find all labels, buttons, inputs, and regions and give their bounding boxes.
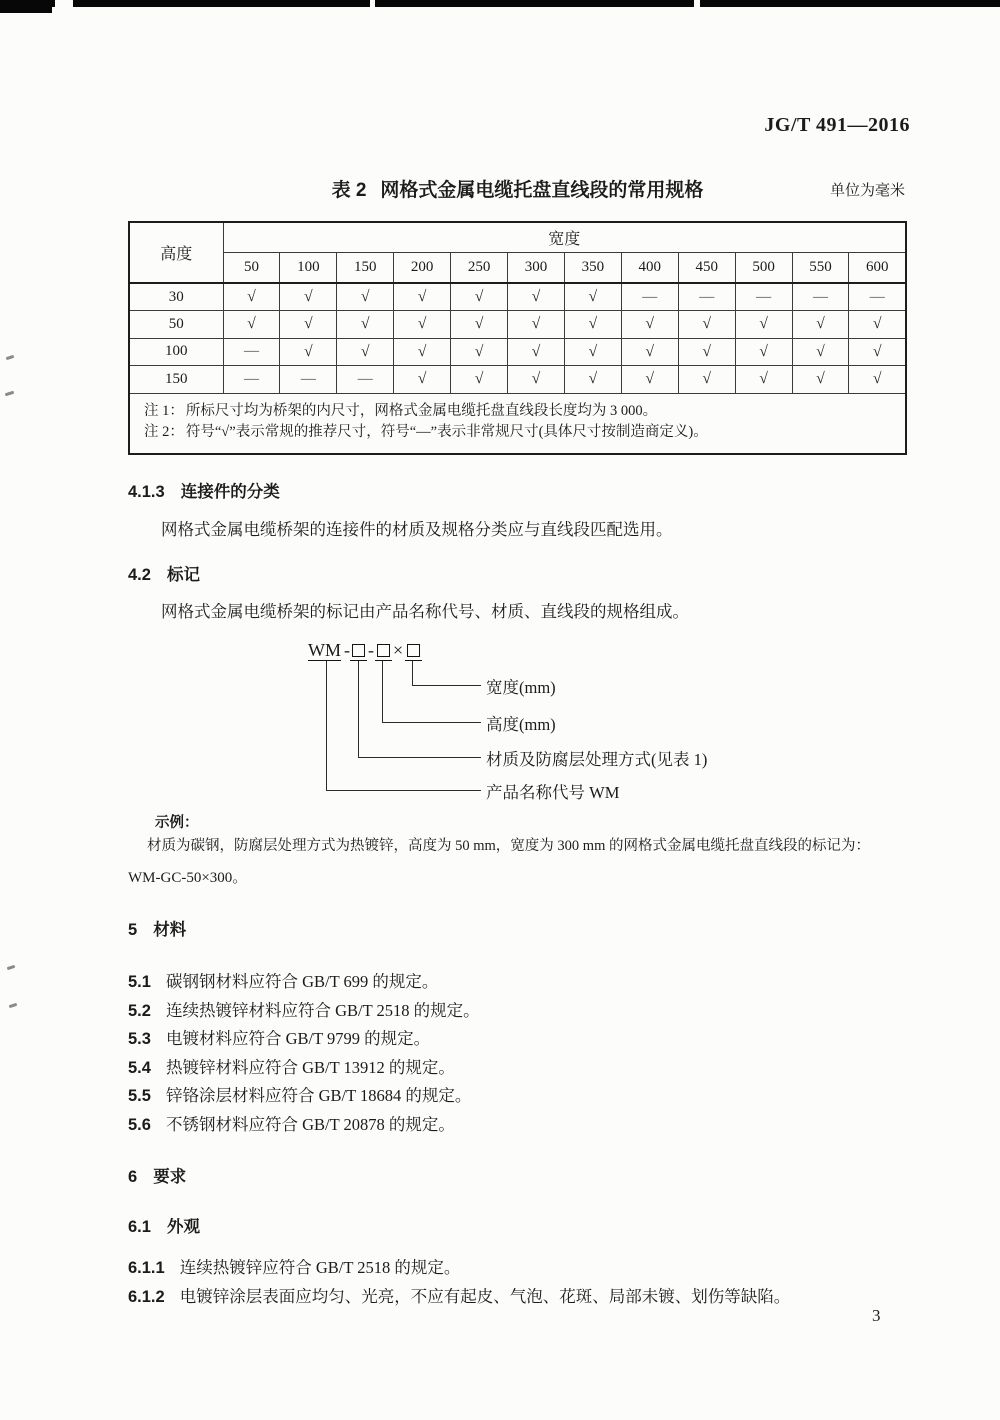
designation-label-width: 宽度(mm) xyxy=(486,678,556,697)
check-mark: √ xyxy=(280,338,337,366)
material-clause-number: 5.4 xyxy=(128,1058,151,1077)
standard-number: JG/T 491—2016 xyxy=(764,114,910,136)
width-value-cell: 300 xyxy=(508,252,565,283)
table-unit-note: 单位为毫米 xyxy=(829,183,905,199)
table-header-row xyxy=(129,222,906,252)
width-span-header: 宽度 xyxy=(223,222,906,252)
table-body xyxy=(129,283,906,393)
check-mark: √ xyxy=(394,338,451,366)
clause-61-heading xyxy=(128,1213,200,1237)
table-row xyxy=(129,338,906,366)
width-value-cell: 50 xyxy=(223,252,280,283)
example-label: 示例： xyxy=(155,815,199,831)
table-row xyxy=(129,366,906,394)
clause-413-number: 4.1.3 xyxy=(128,483,165,501)
check-mark: √ xyxy=(621,311,678,339)
dash-mark: — xyxy=(621,283,678,311)
scan-speck xyxy=(9,1003,18,1008)
dash-mark: — xyxy=(280,366,337,394)
material-clause-item xyxy=(128,1111,910,1140)
width-value-cell: 200 xyxy=(394,252,451,283)
clause-5-heading xyxy=(128,916,186,940)
material-clause-item xyxy=(128,997,910,1026)
check-mark: √ xyxy=(451,311,508,339)
clause-42-number: 4.2 xyxy=(128,566,151,584)
width-value-cell: 100 xyxy=(280,252,337,283)
scan-speck xyxy=(6,355,15,360)
check-mark: √ xyxy=(451,338,508,366)
example-body: 材质为碳钢，防腐层处理方式为热镀锌，高度为 50 mm，宽度为 300 mm 的网格式金属电缆托盘直线段的标记为： xyxy=(147,838,870,854)
dash-mark: — xyxy=(849,283,906,311)
check-mark: √ xyxy=(508,338,565,366)
designation-hyphen: - xyxy=(368,640,374,660)
designation-label-product-code: 产品名称代号 WM xyxy=(486,783,620,802)
check-mark: √ xyxy=(792,366,849,394)
table-row xyxy=(129,283,906,311)
table-notes-row xyxy=(129,393,906,454)
scan-edge-bar-corner xyxy=(0,0,52,13)
material-placeholder-box-icon xyxy=(350,636,367,661)
clause-413-title: 连接件的分类 xyxy=(180,483,280,501)
table-caption-title: 网格式金属电缆托盘直线段的常用规格 xyxy=(380,180,704,201)
table-caption xyxy=(128,175,907,202)
clause-5-number: 5 xyxy=(128,921,138,939)
material-clause-item xyxy=(128,968,910,997)
dash-mark: — xyxy=(678,283,735,311)
material-clause-text: 电镀材料应符合 GB/T 9799 的规定。 xyxy=(165,1029,431,1049)
check-mark: √ xyxy=(621,338,678,366)
check-mark: √ xyxy=(394,311,451,339)
material-clause-text: 热镀锌材料应符合 GB/T 13912 的规定。 xyxy=(165,1057,455,1077)
check-mark: √ xyxy=(735,311,792,339)
check-mark: √ xyxy=(564,283,621,311)
designation-hyphen: - xyxy=(344,640,350,660)
width-placeholder-box-icon xyxy=(405,636,422,661)
material-clause-number: 5.2 xyxy=(128,1001,151,1020)
height-value-cell: 100 xyxy=(129,338,223,366)
width-value-cell: 400 xyxy=(621,252,678,283)
note-1-text: 所标尺寸均为桥架的内尺寸，网格式金属电缆托盘直线段长度均为 3 000。 xyxy=(185,402,658,419)
clause-413-heading xyxy=(128,478,280,502)
table-caption-row xyxy=(128,175,907,199)
clause-612-number: 6.1.2 xyxy=(128,1288,165,1306)
clause-61-title: 外观 xyxy=(166,1218,200,1236)
connector-line-width xyxy=(412,661,481,686)
width-value-cell: 350 xyxy=(564,252,621,283)
clause-5-title: 材料 xyxy=(153,921,187,939)
check-mark: √ xyxy=(223,283,280,311)
height-value-cell: 50 xyxy=(129,311,223,339)
check-mark: √ xyxy=(508,311,565,339)
width-value-cell: 500 xyxy=(735,252,792,283)
check-mark: √ xyxy=(678,366,735,394)
clause-6-number: 6 xyxy=(128,1168,138,1186)
table-notes-section xyxy=(129,393,906,454)
designation-label-height: 高度(mm) xyxy=(486,715,556,734)
material-clause-item xyxy=(128,1082,910,1111)
check-mark: √ xyxy=(564,338,621,366)
clause-611-line xyxy=(128,1254,460,1278)
width-value-cell: 450 xyxy=(678,252,735,283)
designation-multiply-sign: × xyxy=(393,640,404,660)
page-number: 3 xyxy=(872,1306,881,1325)
scan-edge-gap xyxy=(370,0,375,7)
dash-mark: — xyxy=(792,283,849,311)
dash-mark: — xyxy=(735,283,792,311)
check-mark: √ xyxy=(337,311,394,339)
note-2-text: 符号“√”表示常规的推荐尺寸，符号“—”表示非常规尺寸(具体尺寸按制造商定义)。 xyxy=(185,424,708,440)
clause-6-heading xyxy=(128,1163,186,1187)
note-2-label: 注 2： xyxy=(144,424,184,440)
check-mark: √ xyxy=(508,283,565,311)
material-clause-item xyxy=(128,1025,910,1054)
check-mark: √ xyxy=(223,311,280,339)
height-value-cell: 150 xyxy=(129,366,223,394)
table-note-1 xyxy=(144,401,897,423)
check-mark: √ xyxy=(564,366,621,394)
check-mark: √ xyxy=(849,311,906,339)
material-clause-number: 5.6 xyxy=(128,1115,151,1134)
material-clause-number: 5.5 xyxy=(128,1087,151,1106)
height-value-cell: 30 xyxy=(129,283,223,311)
height-placeholder-box-icon xyxy=(375,636,392,661)
clause-61-number: 6.1 xyxy=(128,1218,151,1236)
designation-diagram xyxy=(128,636,828,808)
material-clause-list xyxy=(128,968,910,1140)
material-clause-text: 不锈钢材料应符合 GB/T 20878 的规定。 xyxy=(165,1114,455,1134)
check-mark: √ xyxy=(508,366,565,394)
check-mark: √ xyxy=(735,366,792,394)
material-clause-text: 连续热镀锌材料应符合 GB/T 2518 的规定。 xyxy=(165,1000,480,1020)
check-mark: √ xyxy=(394,366,451,394)
table-row xyxy=(129,311,906,339)
example-designation: WM-GC-50×300。 xyxy=(128,870,248,886)
material-clause-number: 5.1 xyxy=(128,973,151,991)
check-mark: √ xyxy=(451,366,508,394)
width-value-cell: 250 xyxy=(451,252,508,283)
scan-edge-bar xyxy=(0,0,1000,7)
table-note-2 xyxy=(144,422,897,444)
table-notes xyxy=(129,393,906,454)
scan-edge-gap xyxy=(694,0,700,7)
scan-speck xyxy=(5,391,14,397)
check-mark: √ xyxy=(564,311,621,339)
note-1-label: 注 1： xyxy=(144,402,184,419)
width-value-cell: 550 xyxy=(792,252,849,283)
material-clause-text: 锌铬涂层材料应符合 GB/T 18684 的规定。 xyxy=(165,1086,472,1106)
check-mark: √ xyxy=(337,283,394,311)
table-caption-label: 表 2 xyxy=(331,180,367,201)
clause-611-number: 6.1.1 xyxy=(128,1259,165,1277)
check-mark: √ xyxy=(792,311,849,339)
designation-label-material: 材质及防腐层处理方式(见表 1) xyxy=(486,750,708,769)
check-mark: √ xyxy=(280,283,337,311)
check-mark: √ xyxy=(678,338,735,366)
check-mark: √ xyxy=(394,283,451,311)
check-mark: √ xyxy=(678,311,735,339)
dash-mark: — xyxy=(223,366,280,394)
check-mark: √ xyxy=(792,338,849,366)
check-mark: √ xyxy=(849,338,906,366)
clause-42-title: 标记 xyxy=(166,566,200,584)
clause-413-paragraph: 网格式金属电缆桥架的连接件的材质及规格分类应与直线段匹配选用。 xyxy=(161,520,673,539)
clause-42-paragraph: 网格式金属电缆桥架的标记由产品名称代号、材质、直线段的规格组成。 xyxy=(161,602,689,621)
scan-edge-gap xyxy=(55,0,73,7)
table-width-values-row xyxy=(129,252,906,283)
check-mark: √ xyxy=(280,311,337,339)
material-clause-number: 5.3 xyxy=(128,1030,151,1049)
check-mark: √ xyxy=(621,366,678,394)
check-mark: √ xyxy=(735,338,792,366)
check-mark: √ xyxy=(849,366,906,394)
dash-mark: — xyxy=(223,338,280,366)
height-column-header: 高度 xyxy=(129,222,223,283)
clause-6-title: 要求 xyxy=(153,1168,187,1186)
clause-612-text: 电镀锌涂层表面应均匀、光亮，不应有起皮、气泡、花斑、局部未镀、划伤等缺陷。 xyxy=(179,1287,791,1306)
width-value-cell: 600 xyxy=(849,252,906,283)
scan-speck xyxy=(7,965,16,970)
spec-table xyxy=(128,221,907,455)
check-mark: √ xyxy=(337,338,394,366)
material-clause-text: 碳钢钢材料应符合 GB/T 699 的规定。 xyxy=(165,972,439,991)
material-clause-item xyxy=(128,1054,910,1083)
check-mark: √ xyxy=(451,283,508,311)
clause-611-text: 连续热镀锌应符合 GB/T 2518 的规定。 xyxy=(179,1258,461,1277)
clause-42-heading xyxy=(128,561,200,585)
dash-mark: — xyxy=(337,366,394,394)
designation-code: WM xyxy=(308,636,341,661)
clause-612-line xyxy=(128,1283,790,1307)
width-value-cell: 150 xyxy=(337,252,394,283)
